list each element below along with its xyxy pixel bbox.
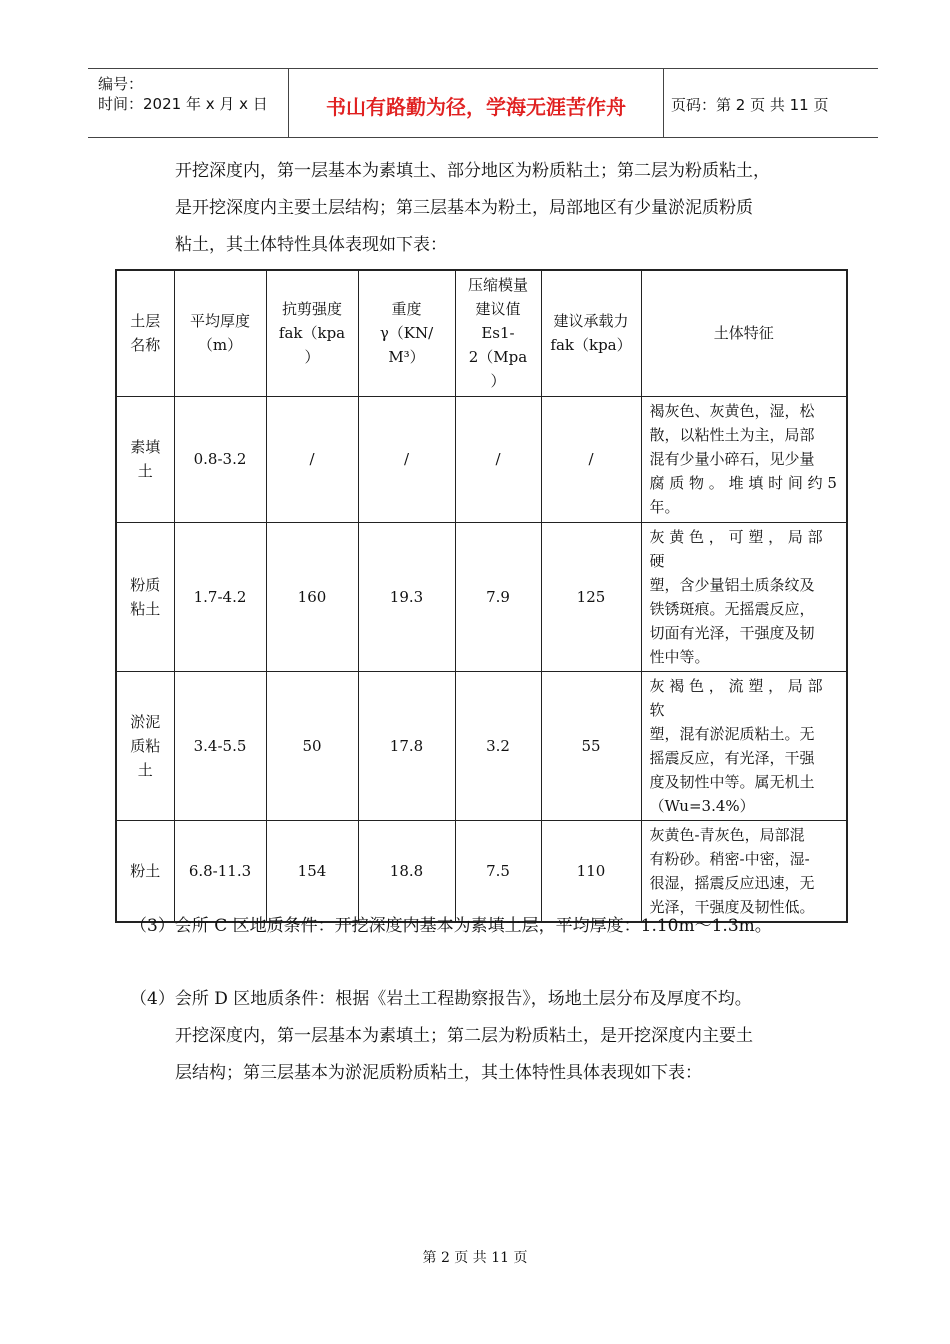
soil-name: 粉质 粘土 xyxy=(116,522,174,671)
page-header xyxy=(88,68,878,138)
soil-properties-table xyxy=(115,269,848,923)
header-page-cell xyxy=(663,69,878,137)
intro-line-1: 开挖深度内，第一层基本为素填土、部分地区为粉质粘土；第二层为粉质粘土， xyxy=(175,161,770,181)
header-soil-feature: 土体特征 xyxy=(641,270,847,396)
soil-name: 淤泥 质粘 土 xyxy=(116,671,174,820)
header-compression-modulus: 压缩模量 建议值 Es1- 2（Mpa ） xyxy=(455,270,541,396)
feature-text: 灰黄色-青灰色，局部混 有粉砂。稍密-中密，湿- 很湿，摇震反应迅速，无 光泽，干强度及韧性低。 xyxy=(641,820,847,922)
weight-value: 19.3 xyxy=(358,522,455,671)
shear-value: 160 xyxy=(266,522,358,671)
intro-line-3: 粘土，其土体特性具体表现如下表： xyxy=(175,235,447,255)
soil-name: 粉土 xyxy=(116,820,174,922)
header-thickness: 平均厚度 （m） xyxy=(174,270,266,396)
thickness-value: 3.4-5.5 xyxy=(174,671,266,820)
bearing-value: 125 xyxy=(541,522,641,671)
feature-text: 灰 黄 色 ， 可 塑 ， 局 部 硬 塑，含少量铝土质条纹及 铁锈斑痕。无摇震反应， 切面有光泽，干强度及韧 性中等。 xyxy=(641,522,847,671)
header-soil-name: 土层 名称 xyxy=(116,270,174,396)
modulus-value: 3.2 xyxy=(455,671,541,820)
header-bearing-capacity: 建议承载力 fak（kpa） xyxy=(541,270,641,396)
time-label: 时间：2021 年 x 月 x 日 xyxy=(98,95,268,113)
feature-text: 褐灰色、灰黄色，湿，松 散，以粘性土为主，局部 混有少量小碎石，见少量 腐 质 物 。 堆 填 时 间 约 5 年。 xyxy=(641,396,847,522)
modulus-value: 7.5 xyxy=(455,820,541,922)
table-row xyxy=(116,396,847,522)
weight-value: 17.8 xyxy=(358,671,455,820)
weight-value: 18.8 xyxy=(358,820,455,922)
bearing-value: / xyxy=(541,396,641,522)
page-footer: 第 2 页 共 11 页 xyxy=(422,1250,528,1266)
section-3-paragraph: （3）会所 C 区地质条件：开挖深度内基本为素填土层，平均厚度：1.10m～1.3m。 xyxy=(130,916,772,936)
modulus-value: / xyxy=(455,396,541,522)
motto: 书山有路勤为径，学海无涯苦作舟 xyxy=(326,95,626,119)
thickness-value: 6.8-11.3 xyxy=(174,820,266,922)
modulus-value: 7.9 xyxy=(455,522,541,671)
thickness-value: 1.7-4.2 xyxy=(174,522,266,671)
bearing-value: 110 xyxy=(541,820,641,922)
section-4-line-1: （4）会所 D 区地质条件：根据《岩土工程勘察报告》，场地土层分布及厚度不均。 xyxy=(130,989,752,1009)
thickness-value: 0.8-3.2 xyxy=(174,396,266,522)
shear-value: / xyxy=(266,396,358,522)
feature-text: 灰 褐 色 ， 流 塑 ， 局 部 软 塑，混有淤泥质粘土。无 摇震反应，有光泽，干强 度及韧性中等。属无机土 （Wu=3.4%） xyxy=(641,671,847,820)
header-shear-strength: 抗剪强度 fak（kpa ） xyxy=(266,270,358,396)
section-4-line-2: 开挖深度内，第一层基本为素填土；第二层为粉质粘土，是开挖深度内主要土 xyxy=(175,1026,753,1046)
table-row xyxy=(116,671,847,820)
intro-line-2: 是开挖深度内主要土层结构；第三层基本为粉土，局部地区有少量淤泥质粉质 xyxy=(175,198,753,218)
number-label: 编号： xyxy=(98,75,144,93)
header-motto-cell xyxy=(288,69,664,137)
soil-name: 素填 土 xyxy=(116,396,174,522)
page-number-label: 页码：第 2 页 共 11 页 xyxy=(671,96,829,114)
weight-value: / xyxy=(358,396,455,522)
header-unit-weight: 重度 γ（KN/ M³） xyxy=(358,270,455,396)
table-row xyxy=(116,522,847,671)
table-header-row xyxy=(116,270,847,396)
table-row xyxy=(116,820,847,922)
section-4-line-3: 层结构；第三层基本为淤泥质粉质粘土，其土体特性具体表现如下表： xyxy=(175,1063,702,1083)
shear-value: 50 xyxy=(266,671,358,820)
header-meta xyxy=(88,69,288,137)
bearing-value: 55 xyxy=(541,671,641,820)
shear-value: 154 xyxy=(266,820,358,922)
